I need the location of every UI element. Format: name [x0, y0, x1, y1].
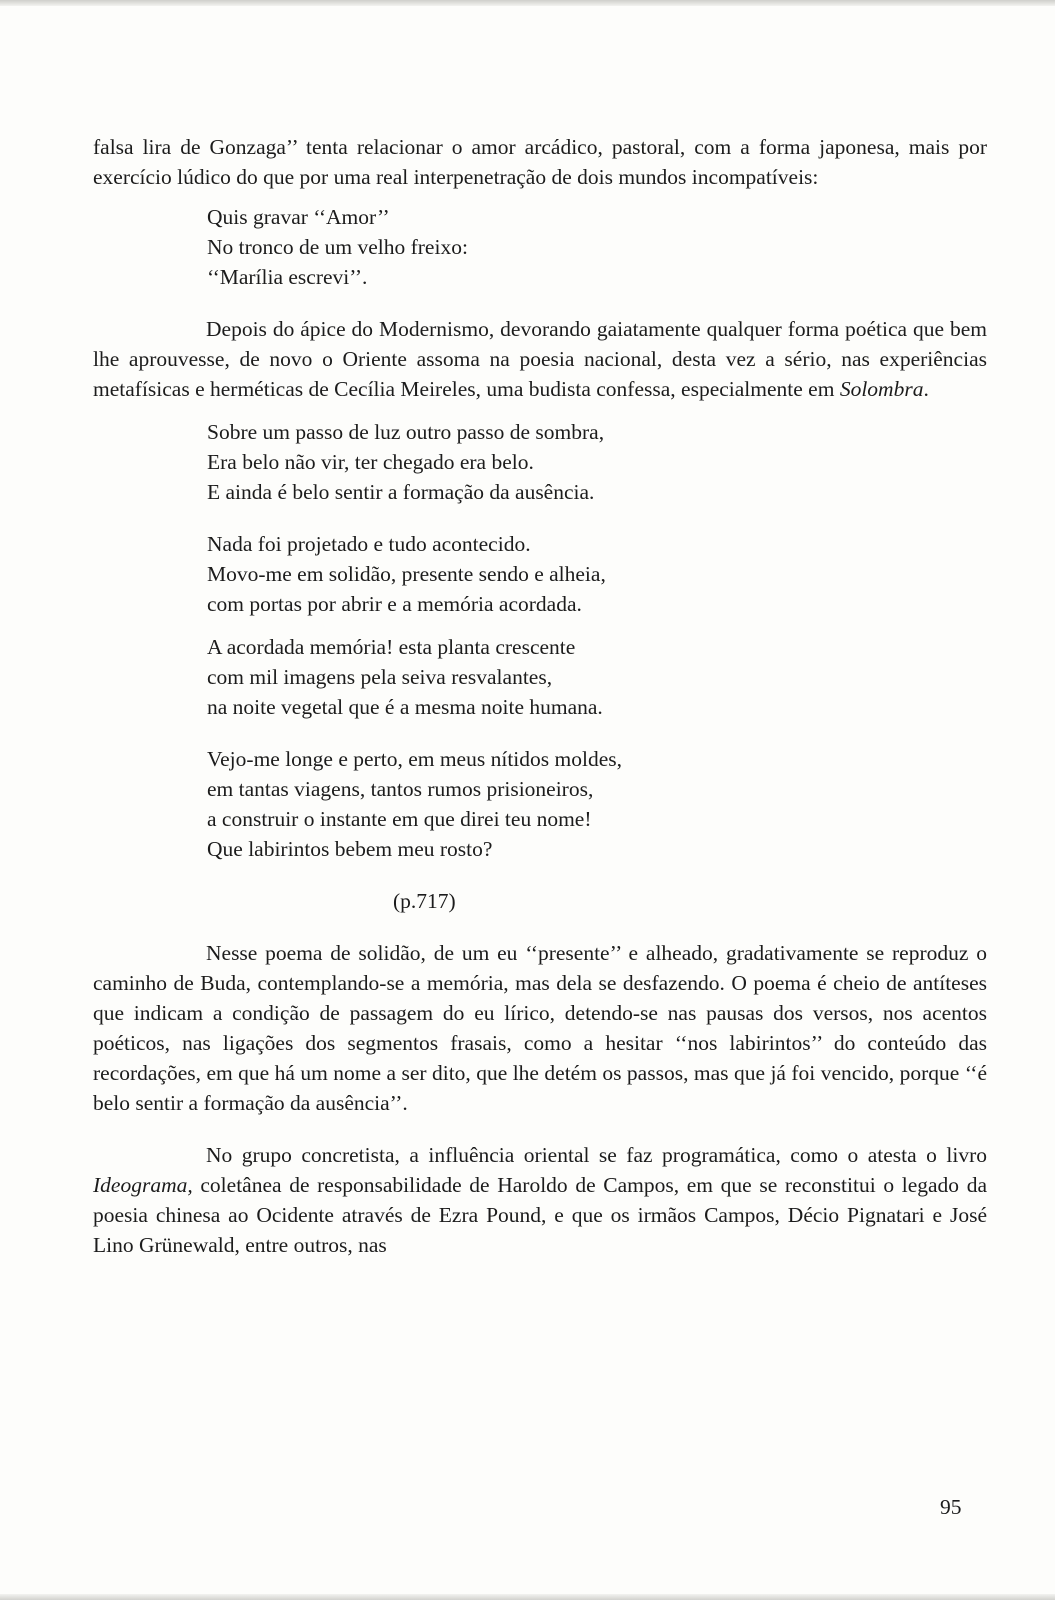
paragraph-text: No grupo concretista, a influência oriental se faz programática, como o atesta o livro — [206, 1143, 987, 1167]
poem-line: em tantas viagens, tantos rumos prisioneiros, — [207, 777, 594, 801]
poem-line: a construir o instante em que direi teu nome! — [207, 807, 592, 831]
page-citation: (p.717) — [393, 889, 456, 913]
haiku-line: Quis gravar ‘‘Amor’’ — [207, 205, 390, 229]
poem-line: Vejo-me longe e perto, em meus nítidos moldes, — [207, 747, 622, 771]
haiku-line: ‘‘Marília escrevi’’. — [207, 265, 368, 289]
poem-line: com mil imagens pela seiva resvalantes, — [207, 665, 553, 689]
poem-stanza — [207, 417, 987, 507]
book-title-solombra: Solombra — [839, 377, 924, 401]
page-number: 95 — [940, 1495, 962, 1519]
poem-line: Era belo não vir, ter chegado era belo. — [207, 450, 534, 474]
poem-stanza — [207, 529, 987, 619]
poem-line: A acordada memória! esta planta crescente — [207, 635, 576, 659]
haiku-quote — [207, 202, 987, 292]
poem-line: E ainda é belo sentir a formação da ausência. — [207, 480, 595, 504]
poem-line: Nada foi projetado e tudo acontecido. — [207, 532, 531, 556]
paragraph-buda: Nesse poema de solidão, de um eu ‘‘presente’’ e alheado, gradativamente se reproduz o caminho de Buda, contemplando-se a memória, mas dela se desfazendo. O poema é cheio de antíteses que indicam a condição de passagem do eu lírico, detendo-se nas pausas dos versos, nos acentos poéticos, nas ligações dos segmentos frasais, como a hesitar ‘‘nos labirintos’’ do conteúdo das recordações, em que há um nome a ser dito, que lhe detém os passos, mas que já foi vencido, porque ‘‘é belo sentir a formação da ausência’’. — [93, 941, 987, 1115]
poem-stanza — [207, 632, 987, 722]
page-top-edge — [0, 0, 1055, 6]
paragraph-concretista — [93, 1140, 987, 1260]
poem-stanza — [207, 744, 987, 864]
poem-line: Sobre um passo de luz outro passo de sombra, — [207, 420, 605, 444]
paragraph-modernismo — [93, 314, 987, 404]
paragraph-gonzaga: falsa lira de Gonzaga’’ tenta relacionar o amor arcádico, pastoral, com a forma japonesa, mais por exercício lúdico do que por uma real interpenetração de dois mundos incompatíveis: — [93, 135, 987, 189]
book-title-ideograma: Ideograma, — [93, 1173, 193, 1197]
poem-line: com portas por abrir e a memória acordada. — [207, 592, 582, 616]
poem-line: Que labirintos bebem meu rosto? — [207, 837, 493, 861]
page-bottom-edge — [0, 1594, 1055, 1600]
paragraph-text: Depois do ápice do Modernismo, devorando gaiatamente qualquer forma poética que bem lhe aprouvesse, de novo o Oriente assoma na poesia nacional, desta vez a sério, nas experiências metafísicas e herméticas de Cecília Meireles, uma budista confessa, especialmente em — [93, 317, 987, 401]
poem-line: Movo-me em solidão, presente sendo e alheia, — [207, 562, 606, 586]
poem-line: na noite vegetal que é a mesma noite humana. — [207, 695, 603, 719]
haiku-line: No tronco de um velho freixo: — [207, 235, 468, 259]
paragraph-text: . — [923, 377, 929, 401]
paragraph-text: coletânea de responsabilidade de Haroldo de Campos, em que se reconstitui o legado da poesia chinesa ao Ocidente através de Ezra Pound, e que os irmãos Campos, Décio Pignatari e José Lino Grünewald, entre outros, nas — [93, 1173, 987, 1257]
page-body — [93, 132, 987, 1260]
